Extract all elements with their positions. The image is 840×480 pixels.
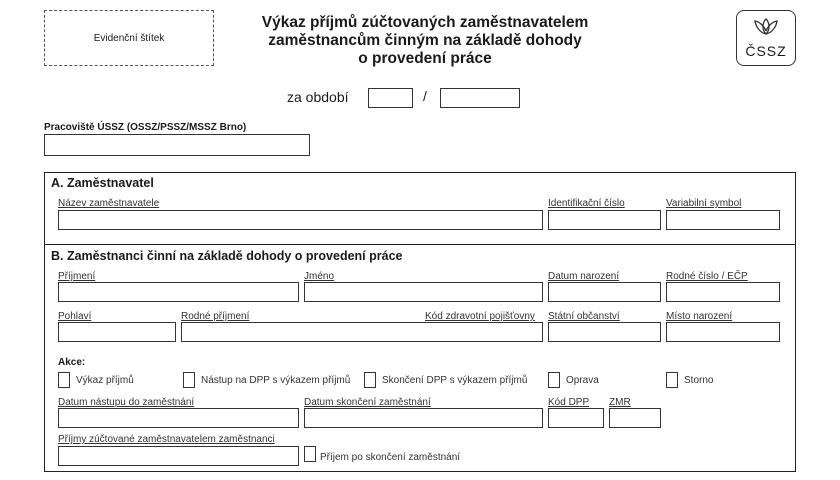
dpp-code-label: Kód DPP bbox=[548, 397, 590, 408]
surname-input[interactable] bbox=[58, 282, 299, 302]
birth-place-input[interactable] bbox=[666, 322, 780, 342]
logo-text: ČSSZ bbox=[745, 43, 787, 59]
ico-label: Identifikační číslo bbox=[548, 198, 625, 209]
evidence-label-text: Evidenční štítek bbox=[93, 32, 165, 44]
form-title-line-3: o provedení práce bbox=[358, 50, 492, 67]
maiden-name-label: Rodné příjmení bbox=[181, 311, 250, 322]
checkbox-storno[interactable] bbox=[666, 372, 678, 388]
zmr-input[interactable] bbox=[609, 408, 661, 428]
section-a-title: A. Zaměstnavatel bbox=[51, 176, 154, 190]
checkbox-skonceni[interactable] bbox=[364, 372, 376, 388]
period-month-input[interactable] bbox=[368, 88, 413, 108]
checkbox-vykaz[interactable] bbox=[58, 372, 70, 388]
lotus-icon bbox=[753, 17, 779, 37]
cssz-logo bbox=[736, 10, 796, 66]
checkbox-nastup-label: Nástup na DPP s výkazem příjmů bbox=[201, 375, 351, 386]
checkbox-nastup[interactable] bbox=[183, 372, 195, 388]
first-name-label: Jméno bbox=[304, 271, 335, 282]
checkbox-vykaz-label: Výkaz příjmů bbox=[76, 375, 134, 386]
gender-input[interactable] bbox=[58, 322, 176, 342]
employer-name-input[interactable] bbox=[58, 210, 543, 230]
variable-symbol-label: Variabilní symbol bbox=[666, 198, 742, 209]
start-date-label: Datum nástupu do zaměstnání bbox=[58, 397, 195, 408]
pracoviste-label: Pracoviště ÚSSZ (OSSZ/PSSZ/MSSZ Brno) bbox=[44, 122, 247, 133]
gender-label: Pohlaví bbox=[58, 311, 92, 322]
form-title-line-1: Výkaz příjmů zúčtovaných zaměstnavatelem bbox=[261, 14, 589, 31]
birth-date-input[interactable] bbox=[548, 282, 661, 302]
birth-number-label: Rodné číslo / EČP bbox=[666, 271, 748, 282]
checkbox-skonceni-label: Skončení DPP s výkazem příjmů bbox=[382, 375, 528, 386]
checkbox-oprava-label: Oprava bbox=[566, 375, 599, 386]
period-year-input[interactable] bbox=[440, 88, 520, 108]
ico-input[interactable] bbox=[548, 210, 661, 230]
health-insurance-code-label: Kód zdravotní pojišťovny bbox=[425, 311, 535, 322]
birth-number-input[interactable] bbox=[666, 282, 780, 302]
period-separator: / bbox=[423, 88, 427, 104]
period-label: za období bbox=[287, 89, 349, 105]
income-input[interactable] bbox=[58, 446, 299, 466]
citizenship-input[interactable] bbox=[548, 322, 661, 342]
form-title-line-2: zaměstnancům činným na základě dohody bbox=[268, 32, 582, 49]
income-label: Příjmy zúčtované zaměstnavatelem zaměstnanci bbox=[58, 434, 275, 445]
variable-symbol-input[interactable] bbox=[666, 210, 780, 230]
checkbox-prijem-po[interactable] bbox=[304, 446, 316, 462]
action-label: Akce: bbox=[58, 357, 86, 368]
evidence-label-box bbox=[44, 10, 214, 66]
section-b-title: B. Zaměstnanci činní na základě dohody o provedení práce bbox=[51, 249, 403, 263]
surname-label: Příjmení bbox=[58, 271, 96, 282]
zmr-label: ZMR bbox=[609, 397, 631, 408]
pracoviste-input[interactable] bbox=[44, 134, 310, 156]
birth-date-label: Datum narození bbox=[548, 271, 620, 282]
form-title bbox=[225, 14, 625, 68]
end-date-input[interactable] bbox=[304, 408, 543, 428]
employer-name-label: Název zaměstnavatele bbox=[58, 198, 160, 209]
checkbox-storno-label: Storno bbox=[684, 375, 714, 386]
checkbox-oprava[interactable] bbox=[548, 372, 560, 388]
checkbox-prijem-po-label: Příjem po skončení zaměstnání bbox=[320, 452, 461, 463]
start-date-input[interactable] bbox=[58, 408, 299, 428]
end-date-label: Datum skončení zaměstnání bbox=[304, 397, 431, 408]
first-name-input[interactable] bbox=[304, 282, 543, 302]
birth-place-label: Místo narození bbox=[666, 311, 733, 322]
dpp-code-input[interactable] bbox=[548, 408, 604, 428]
maiden-name-input[interactable] bbox=[181, 322, 543, 342]
citizenship-label: Státní občanství bbox=[548, 311, 620, 322]
